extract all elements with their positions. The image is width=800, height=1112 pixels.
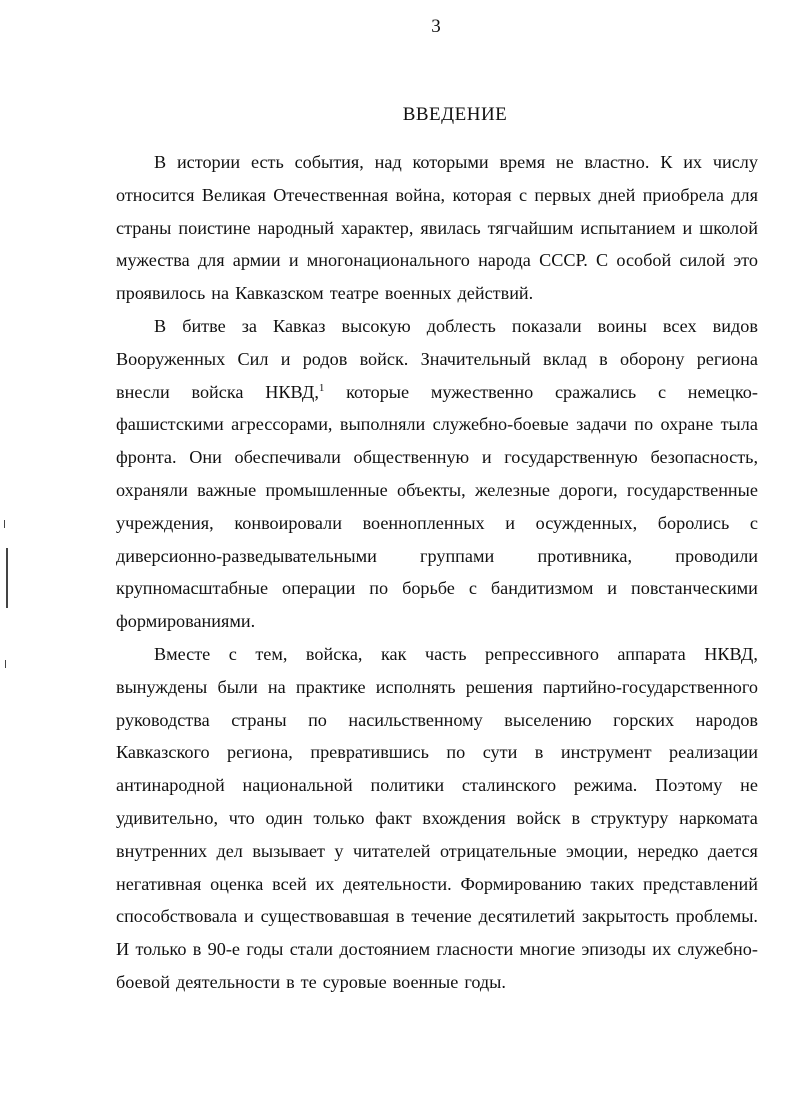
- word: осужденных,: [535, 512, 638, 533]
- word: фронта.: [116, 447, 177, 468]
- word: по: [446, 742, 466, 763]
- word: в: [599, 348, 608, 369]
- word: как: [380, 643, 407, 664]
- word: войск: [516, 807, 561, 828]
- word: диверсионно-разведывательными: [116, 545, 377, 566]
- word: репрессивного: [485, 643, 599, 664]
- word: бандитизмом: [490, 578, 594, 599]
- word: их: [683, 152, 703, 172]
- word: и: [280, 348, 291, 369]
- word: на: [267, 676, 286, 697]
- word: конвоировали: [234, 512, 342, 533]
- word: существовавшая: [260, 906, 390, 927]
- word: войска,: [305, 643, 363, 664]
- word: с: [468, 578, 477, 599]
- text-line: [116, 671, 758, 704]
- word: объекты,: [396, 479, 466, 500]
- word: Вместе: [154, 643, 211, 664]
- word: тягчайшим: [487, 217, 574, 238]
- word: формированиями.: [116, 611, 256, 632]
- word: мужества: [116, 250, 190, 271]
- word: деятельности.: [343, 873, 452, 894]
- word: годы: [246, 939, 284, 960]
- word: поистине: [178, 217, 251, 238]
- word: их: [652, 939, 672, 960]
- word: реализации: [669, 742, 758, 763]
- word: охране: [660, 414, 714, 435]
- word: режима.: [573, 775, 638, 796]
- word: истории: [176, 152, 241, 172]
- word: были: [217, 676, 258, 697]
- word: всех: [662, 315, 697, 336]
- word: В: [154, 152, 167, 172]
- word: театре: [329, 283, 379, 304]
- section-title: ВВЕДЕНИЕ: [402, 104, 508, 125]
- word: оценка: [210, 873, 264, 894]
- word: СССР.: [539, 250, 588, 271]
- word: внесли: [116, 381, 170, 402]
- word: К: [660, 152, 673, 172]
- word: С: [596, 250, 609, 271]
- word: факт: [375, 807, 412, 828]
- word: оборону: [619, 348, 685, 369]
- word: борьбе: [402, 578, 455, 599]
- word: за: [241, 315, 257, 336]
- word: народный: [257, 217, 334, 238]
- word: Отечественная: [273, 184, 389, 205]
- word: выселению: [504, 709, 592, 730]
- text-line: [116, 572, 758, 605]
- word: стали: [289, 939, 334, 960]
- word: агрессорами,: [231, 414, 333, 435]
- word: Вооруженных: [116, 348, 226, 369]
- word: НКВД,$^1$: [265, 381, 325, 402]
- word: горских: [613, 709, 675, 730]
- word: противника,: [537, 545, 633, 566]
- word: в: [571, 807, 581, 828]
- text-line: [116, 736, 758, 769]
- word: мужественно: [430, 381, 534, 402]
- word: в: [534, 742, 544, 763]
- word: явилась: [420, 217, 481, 238]
- word: практике: [295, 676, 366, 697]
- word: антинародной: [116, 775, 225, 796]
- word: вынуждены: [116, 676, 208, 697]
- word: видов: [712, 315, 758, 336]
- word: государственные: [626, 479, 758, 500]
- word: тыла: [720, 414, 758, 435]
- word: таких: [590, 873, 635, 894]
- word: тем,: [255, 643, 288, 664]
- word: повстанческими: [631, 578, 758, 599]
- word: народа: [478, 250, 531, 271]
- word: их: [315, 873, 335, 894]
- word: действий.: [457, 283, 534, 304]
- word: характер,: [341, 217, 414, 238]
- text-line: [116, 244, 758, 277]
- word: отрицательные: [439, 840, 557, 861]
- scan-mark: [5, 660, 6, 668]
- word: военнопленных: [362, 512, 485, 533]
- word: НКВД,: [704, 643, 758, 664]
- word: читателей: [352, 840, 431, 861]
- word: проявилось: [116, 283, 206, 304]
- word: это: [733, 250, 758, 271]
- word: эпизоды: [581, 939, 646, 960]
- word: по: [308, 709, 327, 730]
- text-line: [116, 408, 758, 441]
- word: всей: [272, 873, 307, 894]
- text-line: [116, 802, 758, 835]
- word: гласности: [436, 939, 514, 960]
- word: время: [499, 152, 546, 172]
- word: превратившись: [310, 742, 429, 763]
- text-line: [116, 704, 758, 737]
- word: школой: [699, 217, 758, 238]
- text-line: [116, 212, 758, 245]
- text-line: [116, 277, 758, 310]
- word: боролись: [657, 512, 730, 533]
- word: битве: [182, 315, 226, 336]
- word: служебно-: [677, 939, 758, 960]
- word: которая: [452, 184, 512, 205]
- word: И: [116, 939, 130, 960]
- word: только: [313, 807, 365, 828]
- word: региона,: [227, 742, 293, 763]
- word: на: [211, 283, 230, 304]
- text-line: [116, 933, 758, 966]
- word: дороги,: [559, 479, 618, 500]
- word: эмоции,: [566, 840, 628, 861]
- word: закрытость: [581, 906, 669, 927]
- text-line: [116, 179, 758, 212]
- word: нередко: [637, 840, 699, 861]
- word: и: [607, 578, 618, 599]
- word: Значительный: [420, 348, 531, 369]
- word: Поэтому: [655, 775, 723, 796]
- word: часть: [424, 643, 467, 664]
- text-line: [116, 868, 758, 901]
- word: обеспечивали: [234, 447, 341, 468]
- word: наркомата: [679, 807, 758, 828]
- word: у: [334, 840, 344, 861]
- word: железные: [474, 479, 550, 500]
- word: деятельности: [175, 971, 281, 992]
- word: силой: [679, 250, 726, 271]
- word: в: [395, 906, 405, 927]
- word: Они: [189, 447, 222, 468]
- text-line: [116, 146, 758, 179]
- word: войск.: [359, 348, 409, 369]
- word: представлений: [643, 873, 758, 894]
- word: приобрела: [642, 184, 724, 205]
- word: удивительно,: [116, 807, 219, 828]
- word: войска: [191, 381, 244, 402]
- text-line: [116, 376, 758, 409]
- word: национальной: [242, 775, 353, 796]
- word: которые: [346, 381, 410, 402]
- word: промышленные: [265, 479, 388, 500]
- word: есть: [250, 152, 284, 172]
- word: армии: [232, 250, 281, 271]
- word: испытанием: [580, 217, 676, 238]
- word: годы.: [464, 971, 506, 992]
- text-line: [116, 474, 758, 507]
- word: вызывает: [252, 840, 325, 861]
- word: руководства: [116, 709, 210, 730]
- word: задачи: [576, 414, 627, 435]
- word: исполнять: [375, 676, 456, 697]
- word: способствовала: [116, 906, 238, 927]
- word: внутренних: [116, 840, 208, 861]
- word: решения: [465, 676, 533, 697]
- word: и: [505, 512, 516, 533]
- word: страны: [231, 709, 287, 730]
- word: общественную: [353, 447, 470, 468]
- word: родов: [302, 348, 348, 369]
- word: война,: [395, 184, 446, 205]
- body-text: [116, 146, 758, 999]
- word: сталинского: [461, 775, 557, 796]
- word: для: [197, 250, 225, 271]
- word: Формированию: [460, 873, 582, 894]
- text-line: [116, 966, 758, 999]
- word: многие: [519, 939, 576, 960]
- text-line: [116, 769, 758, 802]
- text-line: [116, 835, 758, 868]
- word: десятилетий: [478, 906, 576, 927]
- word: насильственному: [348, 709, 483, 730]
- word: политики: [370, 775, 445, 796]
- word: народов: [695, 709, 758, 730]
- word: государственную: [504, 447, 638, 468]
- word: Кавказского: [116, 742, 210, 763]
- word: учреждения,: [116, 512, 214, 533]
- text-line: [116, 900, 758, 933]
- word: что: [228, 807, 255, 828]
- word: Кавказ: [273, 315, 326, 336]
- word: военные: [392, 971, 459, 992]
- word: В: [154, 315, 167, 336]
- word: военных: [384, 283, 452, 304]
- word: инструмент: [560, 742, 652, 763]
- word: только: [135, 939, 187, 960]
- word: дней: [598, 184, 636, 205]
- word: один: [265, 807, 303, 828]
- word: которыми: [412, 152, 489, 172]
- word: сути: [482, 742, 518, 763]
- word: фашистскими: [116, 414, 224, 435]
- word: суровые: [322, 971, 387, 992]
- word: группами: [420, 545, 495, 566]
- word: негативная: [116, 873, 202, 894]
- scan-mark: [4, 520, 5, 528]
- word: с: [518, 184, 528, 205]
- text-line: [116, 638, 758, 671]
- word: с: [228, 643, 237, 664]
- word: воины: [597, 315, 647, 336]
- word: те: [300, 971, 317, 992]
- word: относится: [116, 184, 195, 205]
- word: безопасность,: [650, 447, 758, 468]
- word: операции: [282, 578, 356, 599]
- word: проблемы.: [675, 906, 758, 927]
- word: Великая: [201, 184, 266, 205]
- text-line: [116, 507, 758, 540]
- word: вхождения: [422, 807, 506, 828]
- word: важные: [197, 479, 257, 500]
- word: 90-е: [207, 939, 240, 960]
- word: с: [749, 512, 758, 533]
- word: проводили: [675, 545, 758, 566]
- word: первых: [534, 184, 592, 205]
- word: по: [369, 578, 389, 599]
- text-line: [116, 343, 758, 376]
- word: выполняли: [339, 414, 426, 435]
- word: для: [731, 184, 758, 205]
- word: дел: [216, 840, 243, 861]
- word: партийно-государственного: [543, 676, 758, 697]
- word: и: [288, 250, 299, 271]
- text-line: [116, 540, 758, 573]
- page-number: 3: [431, 16, 441, 37]
- word: властно.: [584, 152, 650, 172]
- word: дается: [707, 840, 758, 861]
- word: и: [481, 447, 492, 468]
- word: достоянием: [339, 939, 431, 960]
- word: в: [286, 971, 295, 992]
- word: над: [374, 152, 402, 172]
- word: не: [740, 775, 758, 796]
- word: Кавказском: [235, 283, 324, 304]
- word: и: [243, 906, 254, 927]
- word: события,: [294, 152, 364, 172]
- word: по: [634, 414, 654, 435]
- word: крупномасштабные: [116, 578, 269, 599]
- word: боевой: [116, 971, 170, 992]
- word: аппарата: [617, 643, 686, 664]
- word: вклад: [543, 348, 587, 369]
- word: с: [657, 381, 667, 402]
- word: числу: [712, 152, 758, 172]
- text-line: [116, 310, 758, 343]
- word: показали: [511, 315, 582, 336]
- word: страны: [116, 217, 172, 238]
- word: структуру: [590, 807, 669, 828]
- word: охраняли: [116, 479, 188, 500]
- text-line: [116, 441, 758, 474]
- word: течение: [411, 906, 472, 927]
- word: немецко-: [687, 381, 758, 402]
- word: служебно-боевые: [432, 414, 569, 435]
- word: в: [192, 939, 202, 960]
- word: Сил: [237, 348, 269, 369]
- footnote-ref: 1: [318, 381, 325, 394]
- word: и: [682, 217, 693, 238]
- word: сражались: [554, 381, 637, 402]
- word: высокую: [341, 315, 411, 336]
- text-line: [116, 605, 758, 638]
- word: доблесть: [426, 315, 496, 336]
- word: многонационального: [306, 250, 470, 271]
- word: особой: [616, 250, 672, 271]
- word: не: [555, 152, 574, 172]
- scan-mark: [6, 548, 8, 608]
- word: региона: [696, 348, 758, 369]
